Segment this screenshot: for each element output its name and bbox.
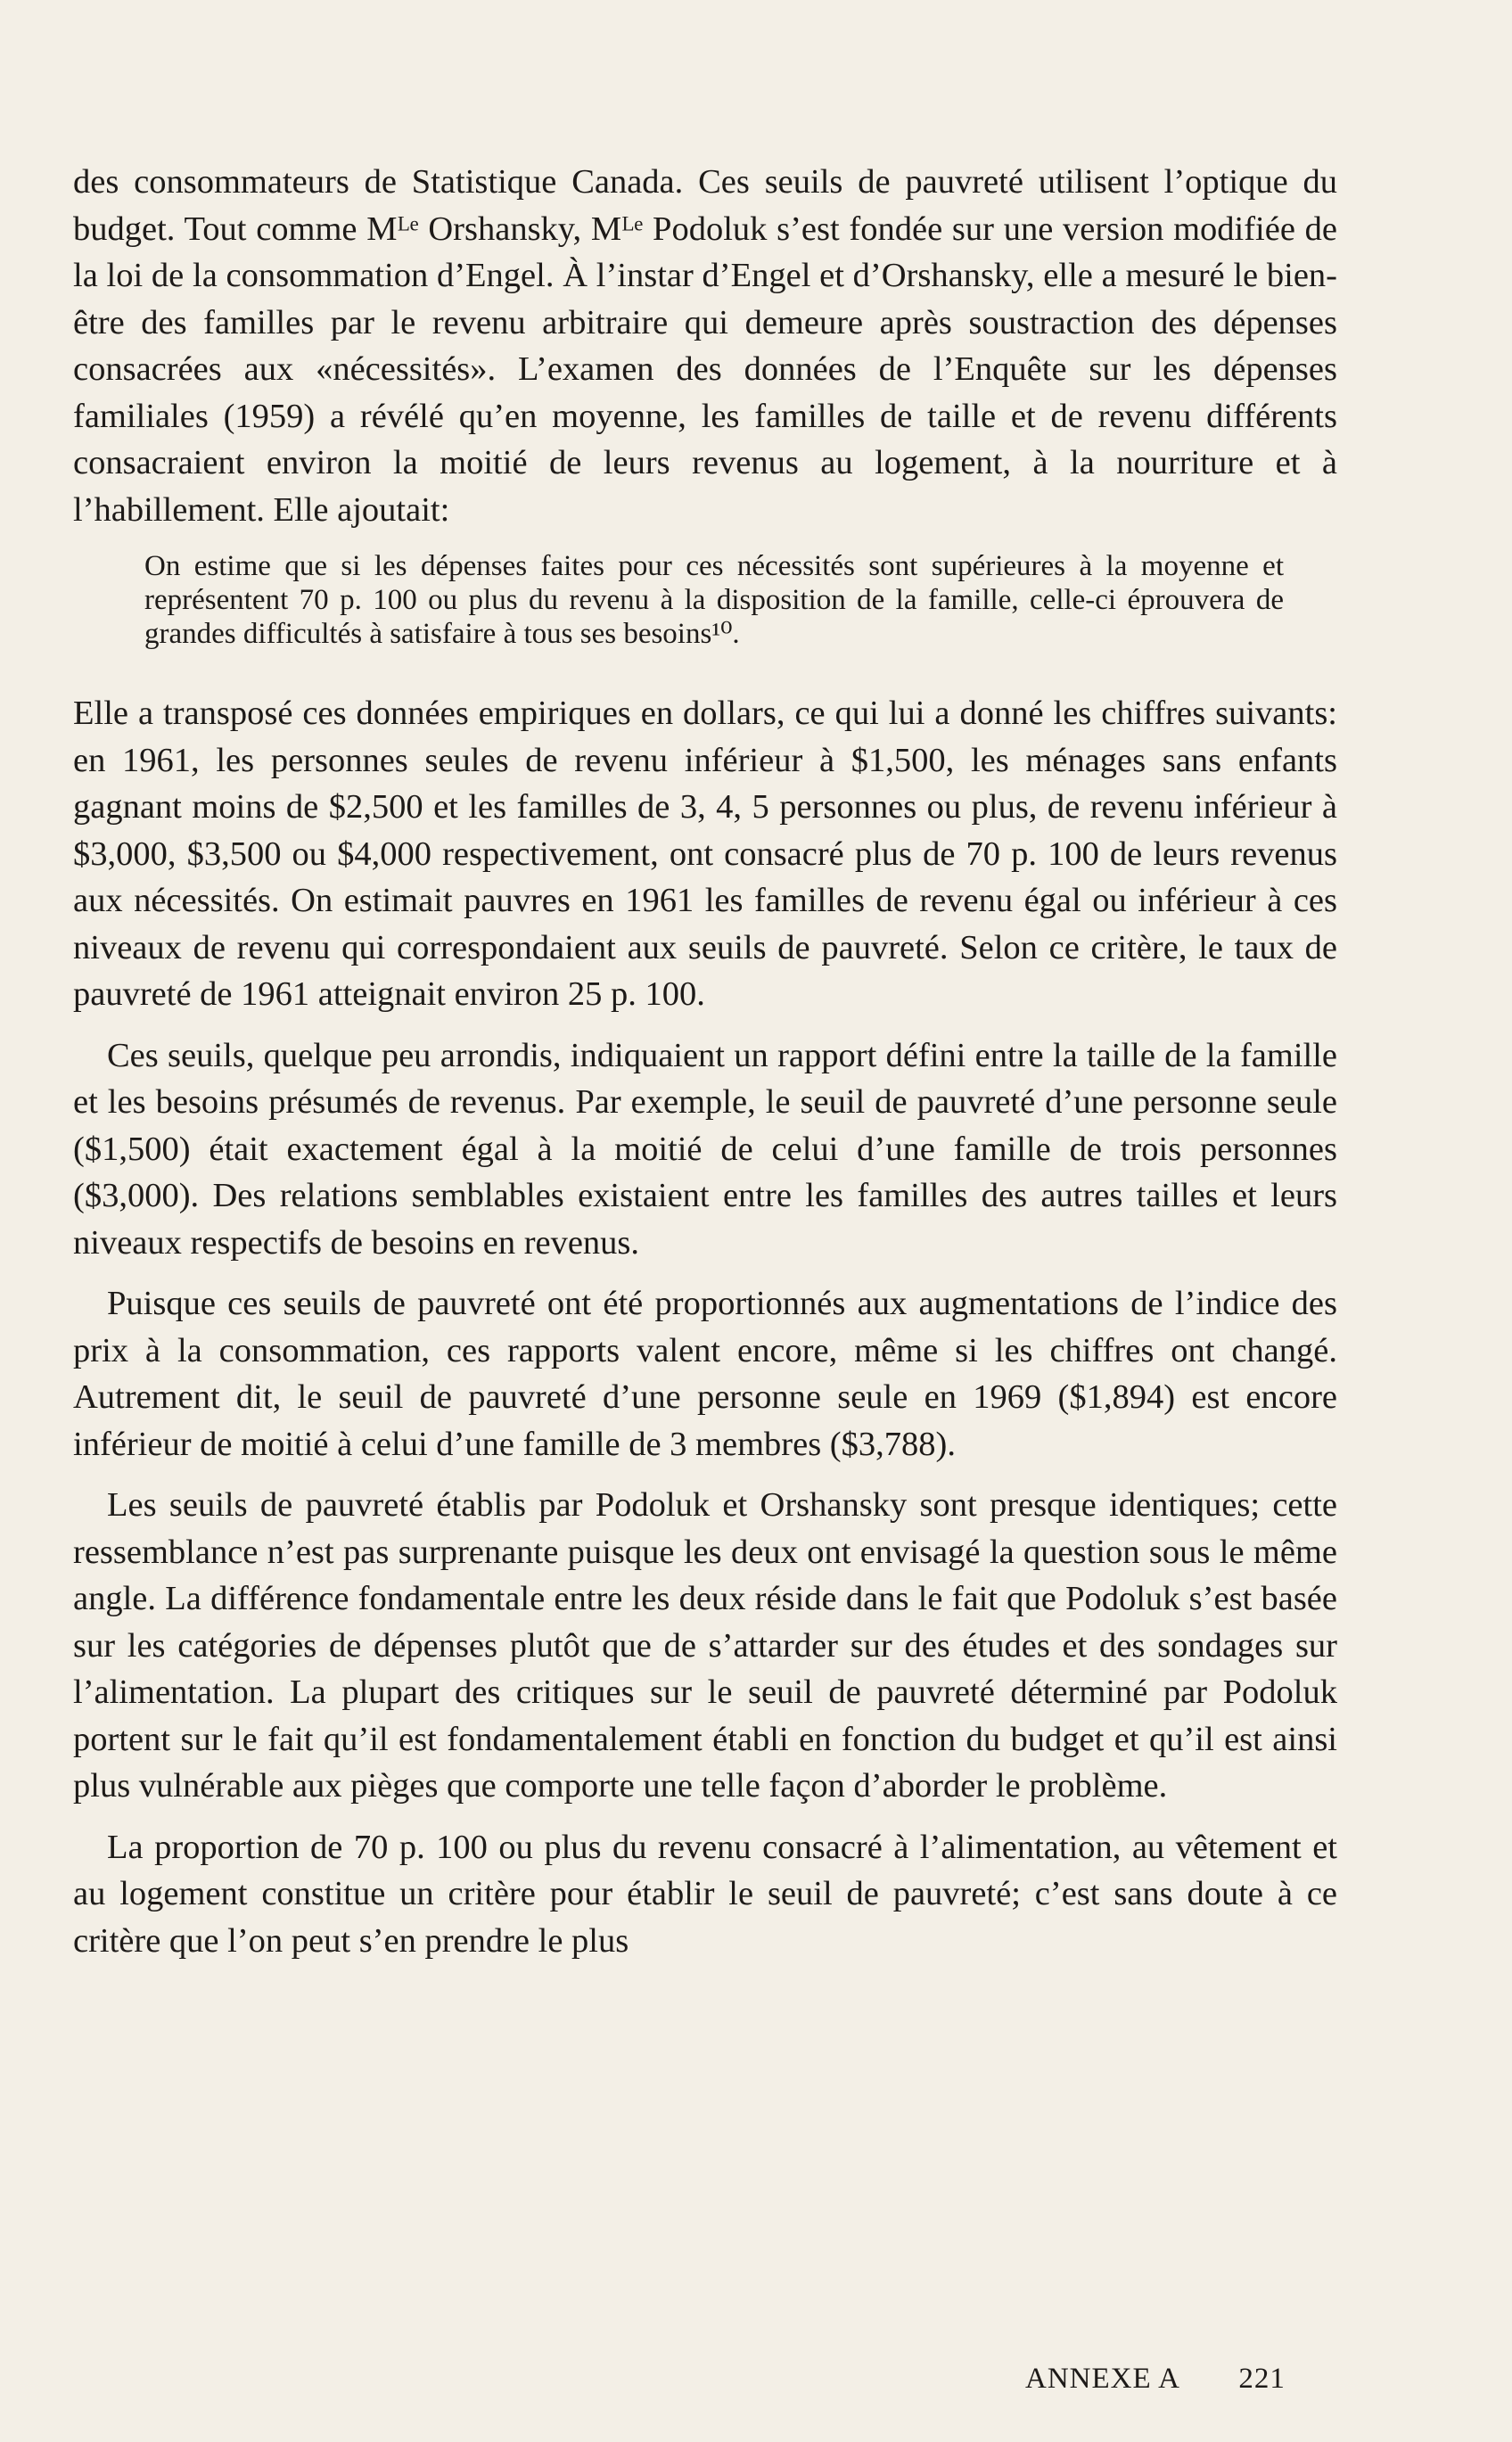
paragraph-3: Ces seuils, quelque peu arrondis, indiquaient un rapport défini entre la taille de la famille et les besoins présumés de revenus. Par exemple, le seuil de pauvreté d’une personne seule ($1,500) était exactement égal à la moitié de celui d’une famille de trois personnes ($3,000). Des relations semblables existaient entre les familles des autres tailles et leurs niveaux respectifs de besoins en revenus. — [73, 1036, 1337, 1262]
page-number: 221 — [1238, 2363, 1286, 2395]
paragraph-4: Puisque ces seuils de pauvreté ont été proportionnés aux augmentations de l’indice des prix à la consommation, ces rapports valent encore, même si les chiffres ont changé. Autrement dit, le seuil de pauvreté d’une personne seule en 1969 ($1,894) est encore inférieur de moitié à celui d’une famille de 3 membres ($3,788). — [73, 1285, 1337, 1463]
paragraph-5: Les seuils de pauvreté établis par Podoluk et Orshansky sont presque identiques; cette ressemblance n’est pas surprenante puisque les deux ont envisagé la question sous le même angle. La différence fondamentale entre les deux réside dans le fait que Podoluk s’est basée sur les catégories de dépenses plutôt que de s’attarder sur des études et des sondages sur l’alimentation. La plupart des critiques sur le seuil de pauvreté déterminé par Podoluk portent sur le fait qu’il est fondamentalement établi en fonction du budget et qu’il est ainsi plus vulnérable aux pièges que comporte une telle façon d’aborder le problème. — [73, 1486, 1337, 1805]
block-quote: On estime que si les dépenses faites pour ces nécessités sont supérieures à la moyenne et représentent 70 p. 100 ou plus du revenu à la disposition de la famille, celle-ci éprouvera de grandes difficultés à satisfaire à tous ses besoins¹⁰. — [144, 550, 1284, 650]
paragraph-6: La proportion de 70 p. 100 ou plus du revenu consacré à l’alimentation, au vêtement et au logement constitue un critère pour établir le seuil de pauvreté; c’est sans doute à ce critère que l’on peut s’en prendre le plus — [73, 1828, 1337, 1960]
footer-section: ANNEXE A — [1025, 2363, 1179, 2395]
page-footer — [1025, 2363, 1286, 2396]
paragraph-2: Elle a transposé ces données empiriques en dollars, ce qui lui a donné les chiffres suivants: en 1961, les personnes seules de revenu inférieur à $1,500, les ménages sans enfants gagnant moins de $2,500 et les familles de 3, 4, 5 personnes ou plus, de revenu inférieur à $3,000, $3,500 ou $4,000 respectivement, ont consacré plus de 70 p. 100 de leurs revenus aux nécessités. On estimait pauvres en 1961 les familles de revenu égal ou inférieur à ces niveaux de revenu qui correspondaient aux seuils de pauvreté. Selon ce critère, le taux de pauvreté de 1961 atteignait environ 25 p. 100. — [73, 695, 1337, 1013]
paragraph-1: des consommateurs de Statistique Canada. Ces seuils de pauvreté utilisent l’optique du budget. Tout comme Mᴸᵉ Orshansky, Mᴸᵉ Podoluk s’est fondée sur une version modifiée de la loi de la consommation d’Engel. À l’instar d’Engel et d’Orshansky, elle a mesuré le bien-être des familles par le revenu arbitraire qui demeure après soustraction des dépenses consacrées aux «nécessités». L’examen des données de l’Enquête sur les dépenses familiales (1959) a révélé qu’en moyenne, les familles de taille et de revenu différents consacraient environ la moitié de leurs revenus au logement, à la nourriture et à l’habillement. Elle ajoutait: — [73, 163, 1337, 529]
page-body — [73, 159, 1337, 1964]
